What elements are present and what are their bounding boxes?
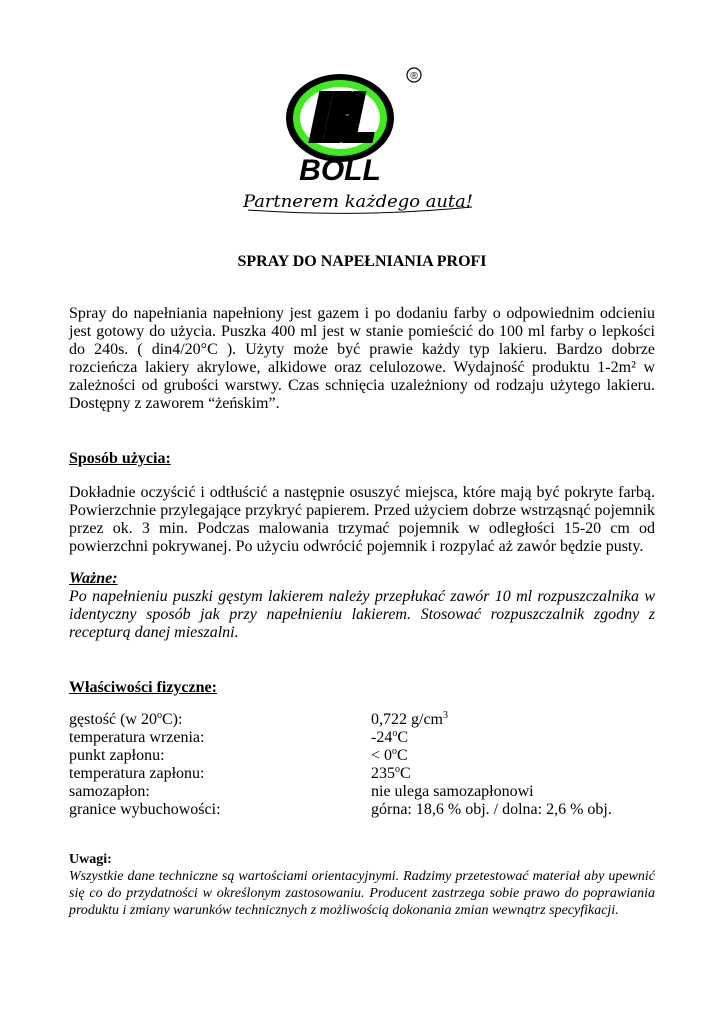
properties-table (69, 711, 669, 819)
registered-mark: ® (410, 71, 418, 82)
property-row (69, 783, 669, 801)
boll-logo-graphic (230, 60, 490, 220)
property-value: < $0^oC$ (371, 746, 408, 764)
property-value: nie ulega samozapłonowi (371, 783, 534, 800)
property-row (69, 747, 669, 765)
property-row (69, 765, 669, 783)
property-row (69, 801, 669, 819)
property-name: gęstość (w 20$^o$C): (69, 710, 183, 728)
property-row (69, 729, 669, 747)
property-value: górna: 18,6 % obj. / dolna: 2,6 % obj. (371, 801, 612, 818)
brand-slogan: Partnerem każdego auta! (241, 192, 473, 212)
notes-paragraph: Wszystkie dane techniczne są wartościami orientacyjnymi. Radzimy przetestować materiał aby upewnić się co do przydatności w określonym zastosowaniu. Producent zastrzega sobie prawo do poprawiania produktu i zmiany warunków technicznych z możliwością dokonania zmian wewnątrz specyfikacji. (69, 869, 655, 918)
notes-label: Uwagi: (69, 852, 112, 867)
brand-name: BOLL (299, 154, 381, 187)
property-value: -24$^o$C (371, 728, 408, 746)
usage-paragraph: Dokładnie oczyścić i odtłuścić a następnie osuszyć miejsca, które mają być pokryte farbą. Powierzchnie przylegające przykryć papierem. Przed użyciem dobrze wstrząsnąć pojemnik przez ok. 3 min. Podczas malowania trzymać pojemnik w odległości 15-20 cm od powierzchni pokrywanej. Po użyciu odwrócić pojemnik i rozpylać aż zawór będzie pusty. (69, 484, 655, 555)
property-value: 0,722 $g/cm^3$ (371, 710, 448, 728)
intro-paragraph: Spray do napełniania napełniony jest gazem i po dodaniu farby o odpowiednim odcieniu jest gotowy do użycia. Puszka 400 ml jest w stanie pomieścić do 100 ml farby o lepkości do 240s. ( din4/20°C ). Użyty może być prawie każdy typ lakieru. Bardzo dobrze rozcieńcza lakiery akrylowe, alkidowe oraz celulozowe. Wydajność produktu 1-2m² w zależności od grubości warstwy. Czas schnięcia uzależniony od rodzaju użytego lakieru. Dostępny z zaworem “żeńskim”. (69, 305, 655, 412)
property-name: punkt zapłonu: (69, 747, 165, 764)
property-name: temperatura zapłonu: (69, 765, 205, 782)
page-title: SPRAY DO NAPEŁNIANIA PROFI (237, 253, 487, 270)
property-value: 235$^o$C (371, 764, 411, 782)
properties-heading: Właściwości fizyczne: (69, 679, 217, 696)
usage-heading: Sposób użycia: (69, 450, 171, 467)
property-row (69, 711, 669, 729)
property-name: temperatura wrzenia: (69, 729, 205, 746)
property-name: granice wybuchowości: (69, 801, 221, 818)
boll-logo (230, 60, 490, 220)
important-paragraph: Po napełnieniu puszki gęstym lakierem należy przepłukać zawór 10 ml rozpuszczalnika w identyczny sposób jak przy napełnieniu lakierem. Stosować rozpuszczalnik zgodny z recepturą danej mieszalni. (69, 588, 655, 641)
important-label: Ważne: (69, 570, 118, 587)
property-name: samozapłon: (69, 783, 150, 800)
